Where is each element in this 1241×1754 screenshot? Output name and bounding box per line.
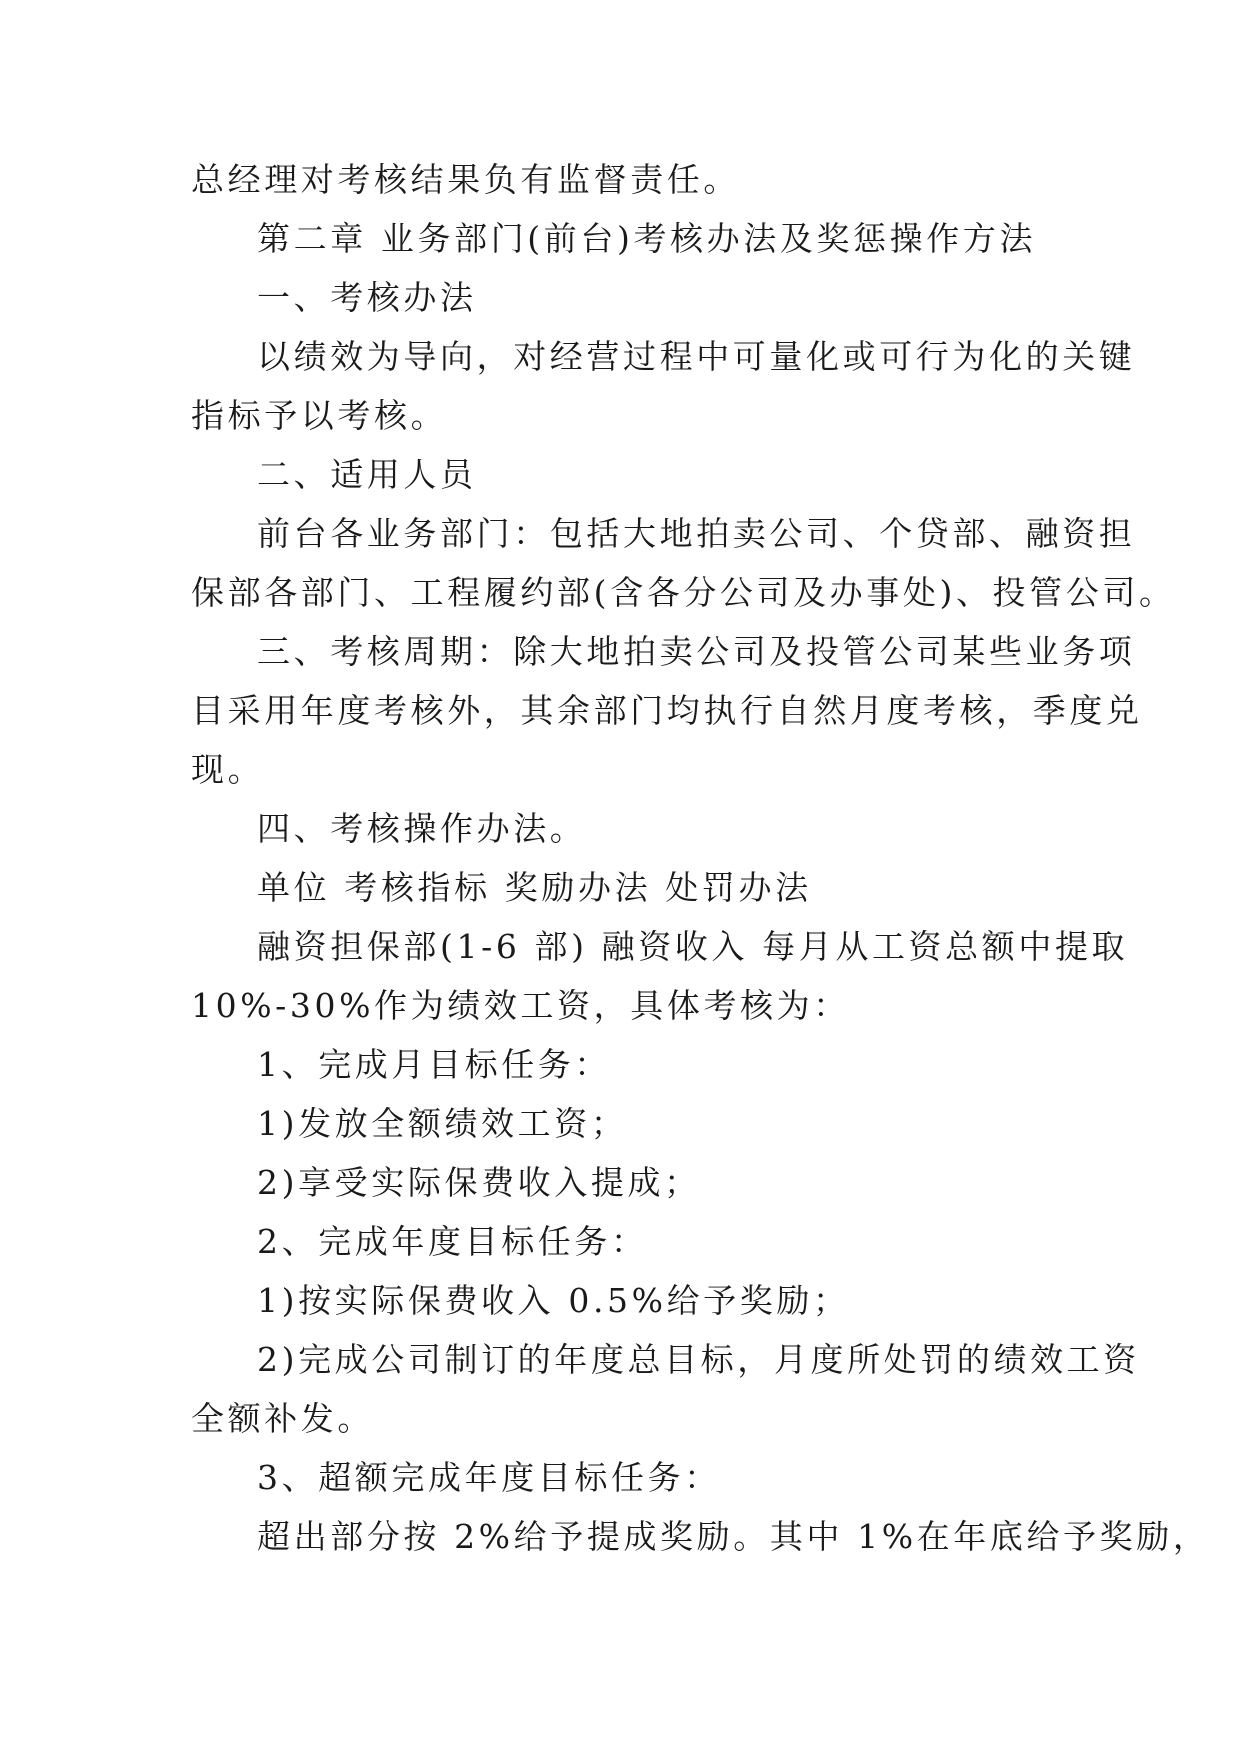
list-item: 1)发放全额绩效工资； (257, 1104, 628, 1143)
chapter-heading: 第二章 业务部门(前台)考核办法及奖惩操作方法 (257, 219, 1037, 258)
text-line: 前台各业务部门：包括大地拍卖公司、个贷部、融资担 (257, 514, 1136, 553)
section-heading: 一、考核办法 (257, 278, 477, 317)
text-line: 全额补发。 (191, 1399, 374, 1438)
text-line: 目采用年度考核外，其余部门均执行自然月度考核，季度兑 (191, 691, 1143, 730)
text-line: 融资担保部(1-6 部) 融资收入 每月从工资总额中提取 (257, 927, 1129, 966)
section-heading: 四、考核操作办法。 (257, 809, 587, 848)
list-item: 2)完成公司制订的年度总目标，月度所处罚的绩效工资 (257, 1340, 1140, 1379)
text-line: 现。 (191, 750, 265, 789)
list-item: 3、超额完成年度目标任务： (257, 1458, 721, 1497)
text-line: 总经理对考核结果负有监督责任。 (191, 160, 740, 199)
text-line: 保部各部门、工程履约部(含各分公司及办事处)、投管公司。 (191, 573, 1176, 612)
text-line: 指标予以考核。 (191, 396, 448, 435)
list-item: 2、完成年度目标任务： (257, 1222, 648, 1261)
list-item: 1)按实际保费收入 0.5%给予奖励； (257, 1281, 850, 1320)
table-header-line: 单位 考核指标 奖励办法 处罚办法 (257, 868, 812, 907)
list-item: 2)享受实际保费收入提成； (257, 1163, 701, 1202)
section-heading: 二、适用人员 (257, 455, 477, 494)
section-heading: 三、考核周期：除大地拍卖公司及投管公司某些业务项 (257, 632, 1136, 671)
text-line: 10%-30%作为绩效工资，具体考核为： (191, 986, 850, 1025)
text-line: 以绩效为导向，对经营过程中可量化或可行为化的关键 (257, 337, 1136, 376)
list-item: 1、完成月目标任务： (257, 1045, 611, 1084)
text-line: 超出部分按 2%给予提成奖励。其中 1%在年底给予奖励， (257, 1517, 1210, 1556)
